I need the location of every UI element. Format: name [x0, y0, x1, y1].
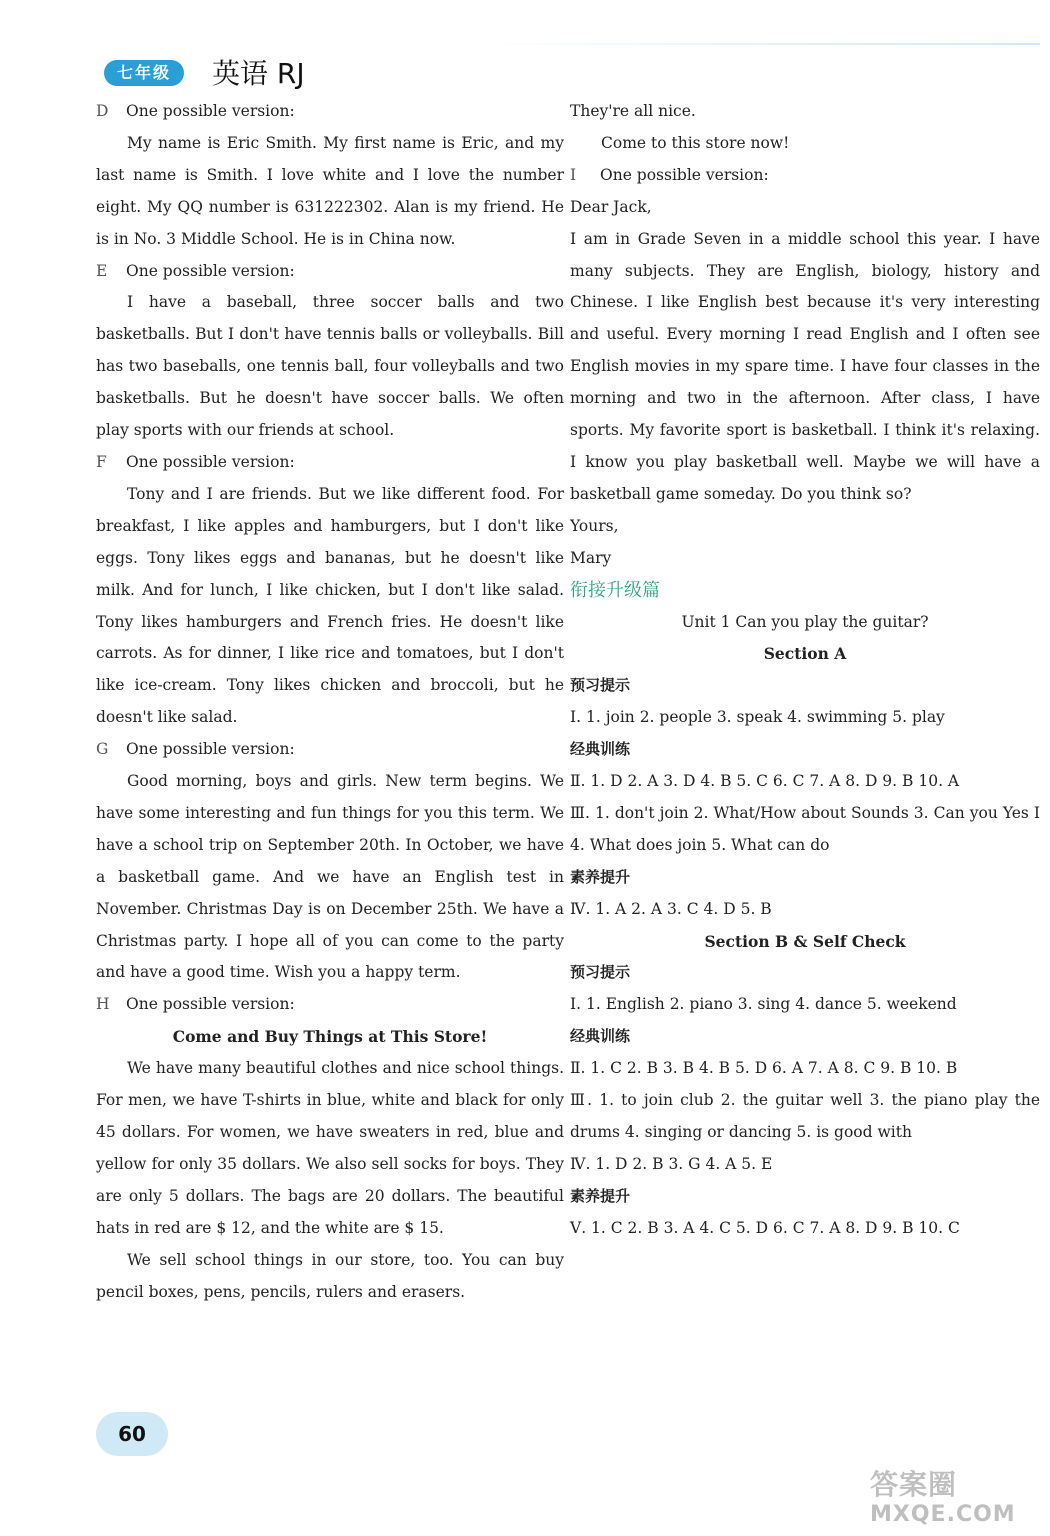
answer-paragraph: I have a baseball, three soccer balls and two basketballs. But I don't have tennis balls or volleyballs. Bill has two baseballs, one tennis ball, four volleyballs and two basketballs. But he doesn't have soccer balls. We often play sports with our friends at school. [96, 293, 564, 440]
answer-line: Ⅴ. 1. C 2. B 3. A 4. C 5. D 6. C 7. A 8. D 9. B 10. C [570, 1218, 960, 1237]
exercise-label [96, 989, 564, 1021]
answer-paragraph: Tony and I are friends. But we like different food. For breakfast, I like apples and hamburgers, but I don't like eggs. Tony likes eggs and bananas, but he doesn't like milk. And for lunch, I like chicken, but I don't like salad. Tony likes hamburgers and French fries. He doesn't like carrots. As for dinner, I like rice and tomatoes, but I don't like ice-cream. Tony likes chicken and broccoli, but he doesn't like salad. [96, 484, 564, 727]
exercise-mark: G [96, 740, 109, 759]
right-column [570, 96, 1040, 1245]
answer-paragraph: Good morning, boys and girls. New term begins. We have some interesting and fun things for you this term. We have a school trip on September 20th. In October, we have a basketball game. And we have an English test in November. Christmas Day is on December 25th. We have a Christmas party. I hope all of you can come to the party and have a good time. Wish you a happy term. [96, 772, 564, 982]
exercise-mark: H [96, 995, 110, 1014]
exercise-label [96, 96, 564, 128]
answer-line: Ⅳ. 1. A 2. A 3. C 4. D 5. B [570, 899, 772, 918]
answer-line: Dear Jack, [570, 197, 652, 216]
answer-paragraph: We sell school things in our store, too. You can buy pencil boxes, pens, pencils, rulers and erasers. [96, 1250, 564, 1301]
page-number: 60 [96, 1412, 168, 1456]
answer-paragraph: My name is Eric Smith. My first name is Eric, and my last name is Smith. I love white and I love the number eight. My QQ number is 631222302. Alan is my friend. He is in No. 3 Middle School. He is in China now. [96, 133, 564, 248]
section-title: Section A [763, 644, 847, 664]
category-heading: 素养提升 [570, 1186, 631, 1205]
left-column [96, 96, 564, 1308]
answer-line: Ⅲ. 1. don't join 2. What/How about Sounds 3. Can you Yes I 4. What does join 5. What can do [570, 803, 1040, 854]
answer-line: Ⅱ. 1. C 2. B 3. B 4. B 5. D 6. A 7. A 8. C 9. B 10. B [570, 1059, 958, 1078]
exercise-mark: D [96, 102, 109, 120]
answer-paragraph: Come to this store now! [601, 133, 790, 152]
answer-line: Ⅲ. 1. to join club 2. the guitar well 3. the piano play the drums 4. singing or dancing 5. is good with [570, 1091, 1040, 1141]
exercise-label [96, 447, 564, 479]
category-heading: 经典训练 [570, 740, 631, 759]
unit-title: Unit 1 Can you play the guitar? [681, 612, 929, 631]
answer-line: Ⅰ. 1. English 2. piano 3. sing 4. dance 5. weekend [570, 995, 957, 1014]
answer-paragraph: We have many beautiful clothes and nice school things. For men, we have T-shirts in blue, white and black for only 45 dollars. For women, we have sweaters in red, blue and yellow for only 35 dollars. We also sell socks for boys. They are only 5 dollars. The bags are 20 dollars. The beautiful hats in red are $ 12, and the white are $ 15. [96, 1059, 564, 1237]
answer-line: They're all nice. [570, 102, 696, 120]
exercise-label-text: One possible version: [600, 165, 769, 184]
watermark-logo: 答案圈 [870, 1468, 958, 1501]
exercise-label-text: One possible version: [126, 102, 295, 120]
exercise-label [96, 256, 564, 288]
exercise-label [96, 734, 564, 766]
answer-line: Ⅱ. 1. D 2. A 3. D 4. B 5. C 6. C 7. A 8. D 9. B 10. A [570, 772, 960, 791]
exercise-mark: I [570, 165, 577, 184]
exercise-mark: E [96, 261, 108, 280]
exercise-label-text: One possible version: [126, 261, 295, 280]
grade-badge: 七年级 [104, 60, 184, 86]
exercise-label-text: One possible version: [126, 452, 295, 471]
answer-line: Ⅳ. 1. D 2. B 3. G 4. A 5. E [570, 1154, 773, 1173]
category-heading: 预习提示 [570, 963, 631, 982]
exercise-label [570, 160, 1040, 192]
part-heading: 衔接升级篇 [570, 579, 660, 601]
answer-line: Ⅰ. 1. join 2. people 3. speak 4. swimming 5. play [570, 708, 945, 727]
exercise-label-text: One possible version: [126, 995, 295, 1014]
answer-line: Yours, [570, 516, 619, 535]
exercise-label-text: One possible version: [126, 740, 295, 759]
answer-line: I am in Grade Seven in a middle school this year. I have many subjects. They are English, biology, history and Chinese. I like English best because it's very interesting and useful. Every morning I read English and I often see English movies in my spare time. I have four classes in the morning and two in the afternoon. After class, I have sports. My favorite sport is basketball. I think it's relaxing. I know you play basketball well. Maybe we will have a basketball game someday. Do you think so? [570, 229, 1040, 503]
subject-title: 英语 RJ [212, 57, 305, 90]
watermark-url: MXQE.COM [870, 1502, 1016, 1527]
answer-line: Mary [570, 548, 612, 567]
category-heading: 素养提升 [570, 867, 631, 886]
section-title: Come and Buy Things at This Store! [172, 1027, 488, 1047]
exercise-mark: F [96, 452, 107, 471]
page-header [96, 52, 1036, 92]
category-heading: 预习提示 [570, 676, 631, 695]
watermark [870, 1470, 1016, 1530]
section-title: Section B & Self Check [704, 931, 906, 951]
header-divider [480, 43, 1040, 45]
category-heading: 经典训练 [570, 1027, 631, 1046]
